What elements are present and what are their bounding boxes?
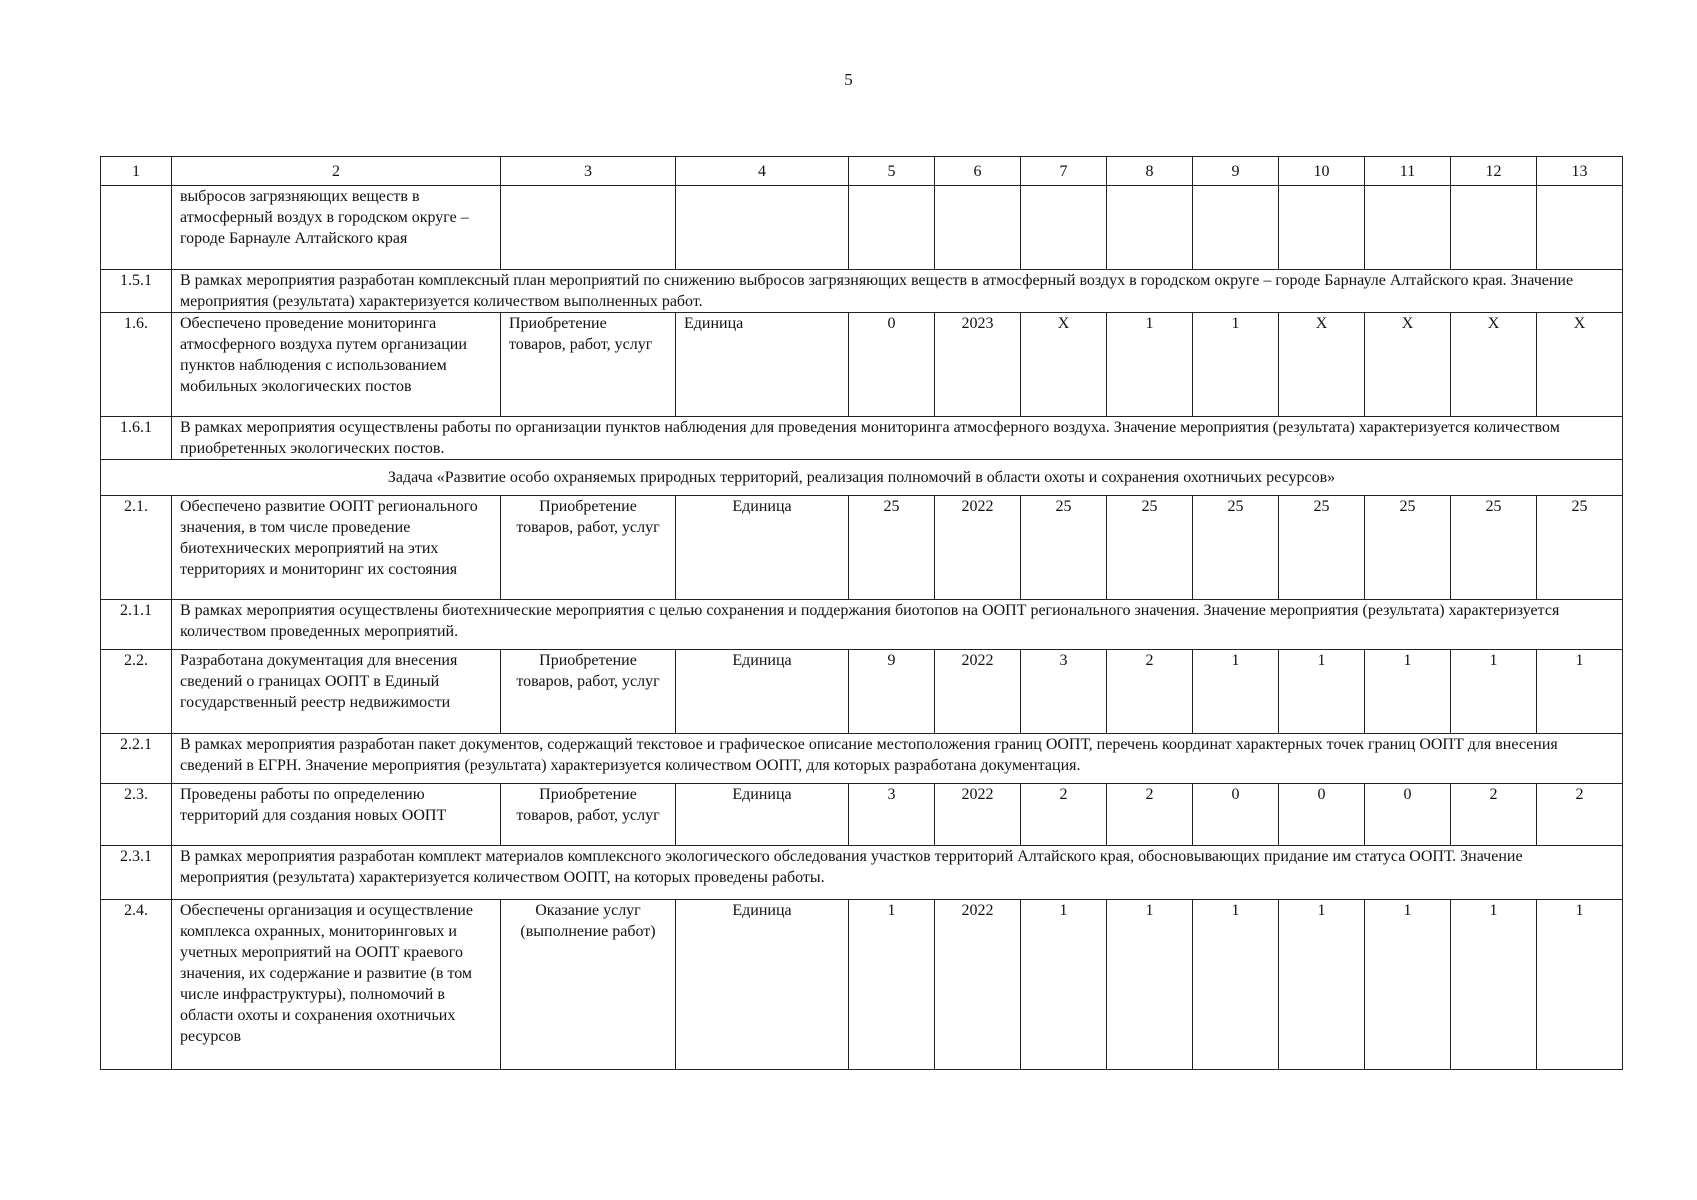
value-cell (1365, 186, 1451, 270)
value-cell: 3 (849, 784, 935, 846)
table-body (101, 157, 1623, 1070)
measure-type: Приобретение товаров, работ, услуг (501, 784, 676, 846)
row-number: 2.3. (101, 784, 172, 846)
value-cell: 1 (849, 900, 935, 1070)
header-cell: 6 (935, 157, 1021, 186)
row-number: 1.6. (101, 313, 172, 417)
measure-type: Приобретение товаров, работ, услуг (501, 496, 676, 600)
value-cell: 0 (849, 313, 935, 417)
measure-name: Обеспечены организация и осуществление комплекса охранных, мониторинговых и учетных мероприятий на ООПТ краевого значения, их содержание и развитие (в том числе инфраструктуры), полномочий в области охоты и сохранения охотничьих ресурсов (172, 900, 501, 1070)
value-cell: X (1365, 313, 1451, 417)
header-cell: 11 (1365, 157, 1451, 186)
value-cell: 1 (1107, 313, 1193, 417)
value-cell: 0 (1365, 784, 1451, 846)
value-cell: 2 (1537, 784, 1623, 846)
measure-type: Приобретение товаров, работ, услуг (501, 650, 676, 734)
value-cell: 25 (849, 496, 935, 600)
row-number: 1.6.1 (101, 417, 172, 460)
value-cell: 2 (1107, 650, 1193, 734)
row-number: 2.1.1 (101, 600, 172, 650)
header-cell: 9 (1193, 157, 1279, 186)
value-cell (1451, 186, 1537, 270)
header-cell: 10 (1279, 157, 1365, 186)
description-row (101, 417, 1623, 460)
unit-of-measure: Единица (676, 650, 849, 734)
row-number (101, 186, 172, 270)
value-cell: 2 (1451, 784, 1537, 846)
row-number: 2.4. (101, 900, 172, 1070)
value-cell (1537, 186, 1623, 270)
description-text: В рамках мероприятия разработан комплект материалов комплексного экологического обследования участков территорий Алтайского края, обосновывающих придание им статуса ООПТ. Значение мероприятия (результата) характеризуется количеством ООПТ, на которых проведены работы. (172, 846, 1623, 900)
header-cell: 5 (849, 157, 935, 186)
measure-name: Проведены работы по определению территорий для создания новых ООПТ (172, 784, 501, 846)
unit-of-measure: Единица (676, 496, 849, 600)
task-row (101, 460, 1623, 496)
header-cell: 7 (1021, 157, 1107, 186)
value-cell: 2022 (935, 650, 1021, 734)
value-cell: 2022 (935, 900, 1021, 1070)
header-cell: 13 (1537, 157, 1623, 186)
value-cell: 9 (849, 650, 935, 734)
value-cell: 1 (1279, 650, 1365, 734)
value-cell (1279, 186, 1365, 270)
value-cell: 3 (1021, 650, 1107, 734)
value-cell: 1 (1451, 650, 1537, 734)
measure-type (501, 186, 676, 270)
results-table (100, 156, 1623, 1070)
value-cell (1021, 186, 1107, 270)
header-row (101, 157, 1623, 186)
value-cell: 1 (1537, 900, 1623, 1070)
value-cell: 1 (1193, 313, 1279, 417)
value-cell (849, 186, 935, 270)
table-row (101, 496, 1623, 600)
measure-type: Оказание услуг (выполнение работ) (501, 900, 676, 1070)
value-cell: 2 (1021, 784, 1107, 846)
value-cell: 1 (1537, 650, 1623, 734)
value-cell: 2022 (935, 496, 1021, 600)
row-number: 1.5.1 (101, 270, 172, 313)
description-row (101, 846, 1623, 900)
task-title: Задача «Развитие особо охраняемых природных территорий, реализация полномочий в области охоты и сохранения охотничьих ресурсов» (101, 460, 1623, 496)
value-cell (1193, 186, 1279, 270)
unit-of-measure: Единица (676, 313, 849, 417)
value-cell: 1 (1279, 900, 1365, 1070)
value-cell: X (1451, 313, 1537, 417)
value-cell: 2022 (935, 784, 1021, 846)
value-cell: 1 (1193, 900, 1279, 1070)
row-number: 2.1. (101, 496, 172, 600)
value-cell: 25 (1193, 496, 1279, 600)
value-cell: 1 (1107, 900, 1193, 1070)
value-cell: 1 (1451, 900, 1537, 1070)
table-row (101, 784, 1623, 846)
description-row (101, 734, 1623, 784)
value-cell: X (1021, 313, 1107, 417)
description-row (101, 270, 1623, 313)
measure-type: Приобретение товаров, работ, услуг (501, 313, 676, 417)
value-cell: 1 (1193, 650, 1279, 734)
table-row (101, 650, 1623, 734)
value-cell: 25 (1107, 496, 1193, 600)
header-cell: 12 (1451, 157, 1537, 186)
value-cell: 0 (1193, 784, 1279, 846)
row-number: 2.2. (101, 650, 172, 734)
value-cell: 2 (1107, 784, 1193, 846)
description-text: В рамках мероприятия разработан пакет документов, содержащий текстовое и графическое описание местоположения границ ООПТ, перечень координат характерных точек границ ООПТ для внесения сведений в ЕГРН. Значение мероприятия (результата) характеризуется количеством ООПТ, для которых разработана документация. (172, 734, 1623, 784)
description-text: В рамках мероприятия осуществлены биотехнические мероприятия с целью сохранения и поддержания биотопов на ООПТ регионального значения. Значение мероприятия (результата) характеризуется количеством проведенных мероприятий. (172, 600, 1623, 650)
unit-of-measure: Единица (676, 900, 849, 1070)
row-number: 2.3.1 (101, 846, 172, 900)
value-cell: 25 (1279, 496, 1365, 600)
unit-of-measure (676, 186, 849, 270)
measure-name: выбросов загрязняющих веществ в атмосферный воздух в городском округе – городе Барнауле Алтайского края (172, 186, 501, 270)
value-cell (935, 186, 1021, 270)
measure-name: Разработана документация для внесения сведений о границах ООПТ в Единый государственный реестр недвижимости (172, 650, 501, 734)
measure-name: Обеспечено развитие ООПТ регионального значения, в том числе проведение биотехнических мероприятий на этих территориях и мониторинг их состояния (172, 496, 501, 600)
value-cell: 2023 (935, 313, 1021, 417)
unit-of-measure: Единица (676, 784, 849, 846)
header-cell: 1 (101, 157, 172, 186)
header-cell: 4 (676, 157, 849, 186)
header-cell: 8 (1107, 157, 1193, 186)
value-cell: 0 (1279, 784, 1365, 846)
row-number: 2.2.1 (101, 734, 172, 784)
description-text: В рамках мероприятия разработан комплексный план мероприятий по снижению выбросов загрязняющих веществ в атмосферный воздух в городском округе – городе Барнауле Алтайского края. Значение мероприятия (результата) характеризуется количеством выполненных работ. (172, 270, 1623, 313)
table-row (101, 313, 1623, 417)
value-cell: 25 (1365, 496, 1451, 600)
page-number: 5 (844, 70, 853, 89)
description-text: В рамках мероприятия осуществлены работы по организации пунктов наблюдения для проведения мониторинга атмосферного воздуха. Значение мероприятия (результата) характеризуется количеством приобретенных экологических постов. (172, 417, 1623, 460)
value-cell (1107, 186, 1193, 270)
table-row (101, 900, 1623, 1070)
header-cell: 3 (501, 157, 676, 186)
value-cell: 1 (1021, 900, 1107, 1070)
value-cell: X (1537, 313, 1623, 417)
measure-name: Обеспечено проведение мониторинга атмосферного воздуха путем организации пунктов наблюдения с использованием мобильных экологических постов (172, 313, 501, 417)
description-row (101, 600, 1623, 650)
value-cell: 25 (1537, 496, 1623, 600)
table-row (101, 186, 1623, 270)
value-cell: 1 (1365, 900, 1451, 1070)
value-cell: 25 (1021, 496, 1107, 600)
value-cell: 1 (1365, 650, 1451, 734)
value-cell: 25 (1451, 496, 1537, 600)
header-cell: 2 (172, 157, 501, 186)
value-cell: X (1279, 313, 1365, 417)
